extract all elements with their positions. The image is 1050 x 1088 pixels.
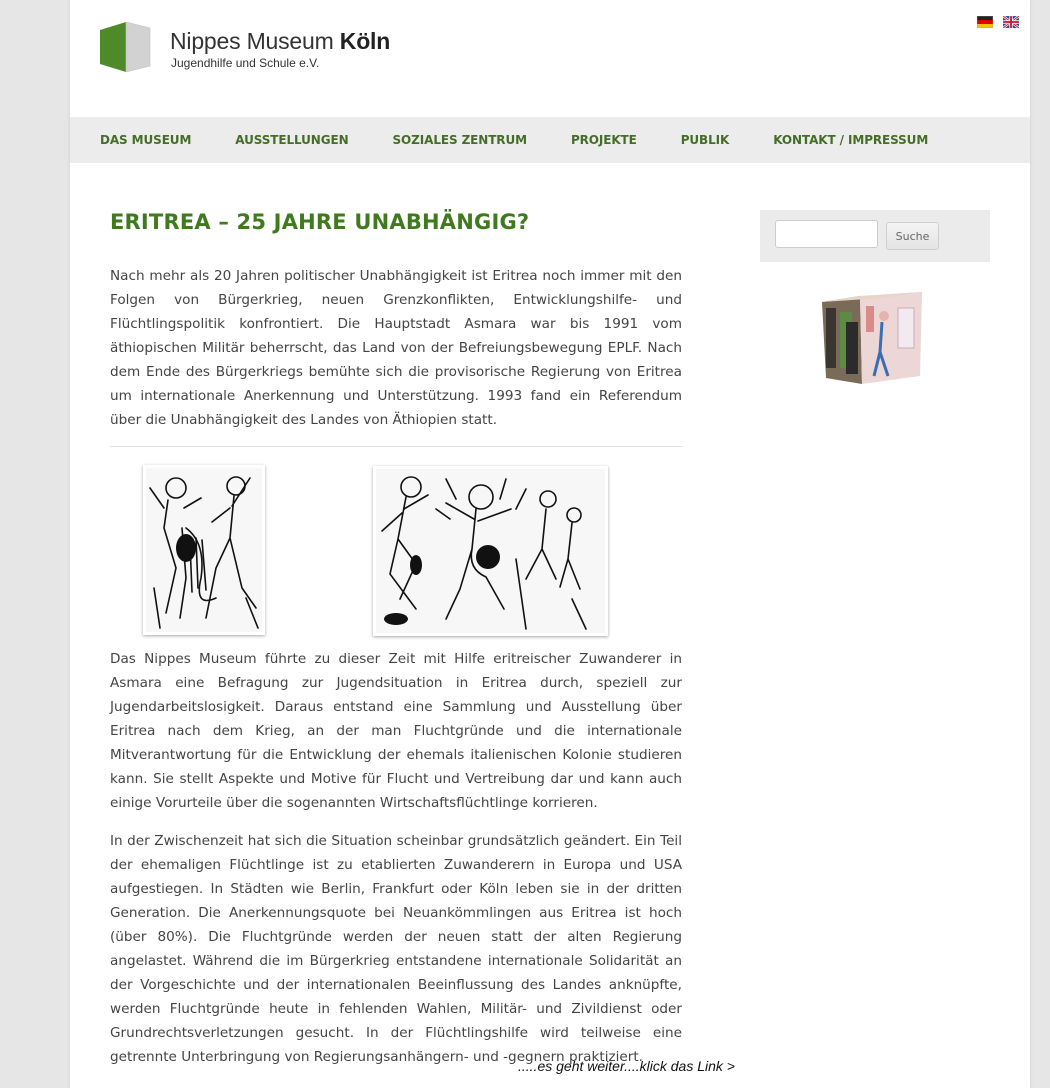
nav-item-ausstellungen[interactable]: AUSSTELLUNGEN (235, 133, 349, 147)
site-title-bold: Köln (339, 28, 391, 54)
search-widget (760, 210, 990, 262)
language-switcher (977, 16, 1019, 28)
site-title[interactable] (170, 28, 390, 55)
article-paragraph: Nach mehr als 20 Jahren politischer Unabhängigkeit ist Eritrea noch immer mit den Folgen von Bürgerkrieg, neuen Grenzkonflikten, Entwicklungshilfe- und Flüchtlingspolitik konfrontiert. Die Hauptstadt Asmara war bis 1991 vom äthiopischen Militär beherrscht, das Land von der Befreiungsbewegung EPLF. Nach dem Ende des Bürgerkriegs bemühte sich die provisorische Regierung von Eritrea um internationale Anerkennung und Unterstützung. 1993 fand ein Referendum über die Unabhängigkeit des Landes von Äthiopien statt. (110, 268, 682, 428)
article-title: ERITREA – 25 JAHRE UNABHÄNGIG? (110, 210, 530, 234)
nav-item-projekte[interactable]: PROJEKTE (570, 133, 637, 147)
divider (110, 446, 683, 447)
nav-item-publik[interactable]: PUBLIK (680, 133, 730, 147)
nav-item-soziales-zentrum[interactable]: SOZIALES ZENTRUM (392, 133, 527, 147)
uk-flag-icon[interactable] (1003, 16, 1019, 28)
sketch-image-dancers[interactable] (143, 465, 265, 635)
sketch-image-celebration[interactable] (373, 466, 608, 636)
photo-cube-icon[interactable] (822, 292, 926, 388)
site-title-light: Nippes Museum (170, 28, 340, 54)
nav-item-kontakt-impressum[interactable]: KONTAKT / IMPRESSUM (773, 133, 929, 147)
site-subtitle: Jugendhilfe und Schule e.V. (171, 56, 320, 70)
german-flag-icon[interactable] (977, 16, 993, 28)
search-button[interactable]: Suche (886, 222, 939, 250)
site-logo-icon[interactable] (100, 22, 152, 72)
nav-item-das-museum[interactable]: DAS MUSEUM (100, 133, 192, 147)
article-paragraph: Das Nippes Museum führte zu dieser Zeit mit Hilfe eritreischer Zuwanderer in Asmara eine Befragung zur Jugendsituation in Eritrea durch, speziell zur Jugendarbeitslosigkeit. Daraus entstand eine Sammlung und Ausstellung über Eritrea nach dem Krieg, an der man Fluchtgründe und die internationale Mitverantwortung für die Entwicklung der ehemals italienischen Kolonie studieren kann. Sie stellt Aspekte und Motive für Flucht und Vertreibung dar und kann auch einige Vorurteile über die sogenannten Wirtschaftsflüchtlinge korrieren. (110, 651, 682, 811)
continue-reading-link[interactable]: .....es geht weiter....klick das Link > (518, 1058, 735, 1074)
main-navigation (70, 117, 1030, 163)
search-input[interactable] (775, 220, 878, 248)
article-paragraph: In der Zwischenzeit hat sich die Situation scheinbar grundsätzlich geändert. Ein Teil der ehemaligen Flüchtlinge ist zu etablierten Zuwanderern in Europa und USA aufgestiegen. In Städten wie Berlin, Frankfurt oder Köln leben sie in der dritten Generation. Die Anerkennungsquote bei Neuankömmlingen aus Eritrea ist hoch (über 80%). Die Fluchtgründe werden der neuen statt der alten Regierung angelastet. Während die im Bürgerkrieg entstandene internationale Solidarität an der Vorgeschichte und der internationalen Beeinflussung des Landes anknüpfte, werden Fluchtgründe heute in fehlenden Wahlen, Militär- und Zivildienst oder Grundrechtsverletzungen gesucht. In der Flüchtlingshilfe wird teilweise eine getrennte Unterbringung von Regierungsanhängern- und -gegnern praktiziert. (110, 833, 682, 1065)
page-container (70, 0, 1030, 1088)
